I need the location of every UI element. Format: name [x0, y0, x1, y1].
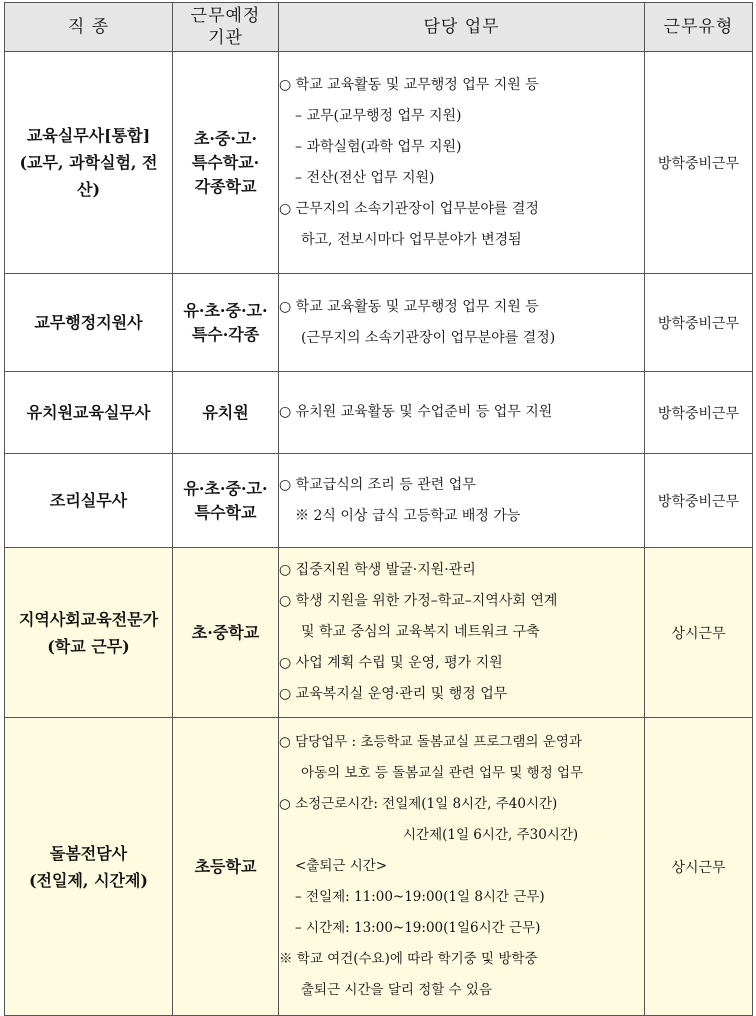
place-line: 초등학교: [194, 856, 257, 876]
duty-line: ○ 학교급식의 조리 등 관련 업무: [279, 476, 476, 493]
table-header-row: [5, 3, 753, 52]
job-line: (학교 근무): [47, 636, 130, 656]
place-line: 초·중학교: [191, 622, 260, 642]
header-duty: 담당 업무: [279, 3, 645, 52]
header-type: 근무유형: [645, 3, 753, 52]
table-row: [5, 372, 753, 454]
job-line: (전일제, 시간제): [28, 870, 149, 890]
work-place: [173, 274, 279, 372]
job-title: [5, 718, 173, 1016]
duty-line: – 과학실험(과학 업무 지원): [295, 138, 462, 155]
duty-line: ○ 학교 교육활동 및 교무행정 업무 지원 등: [279, 76, 539, 93]
job-line: 교육실무사[통합]: [26, 126, 151, 145]
place-line: 각종학교: [194, 176, 257, 196]
duty-cell: [279, 372, 645, 454]
duty-cell: [279, 718, 645, 1016]
duty-line: ○ 사업 계획 수립 및 운영, 평가 지원: [279, 655, 503, 671]
header-place-line-1: 근무예정: [190, 6, 261, 26]
table-row: [5, 52, 753, 274]
duty-line: ○ 근무지의 소속기관장이 업무분야를 결정: [279, 200, 539, 217]
table-row: [5, 454, 753, 548]
duty-line: 시간제(1일 6시간, 주30시간): [403, 827, 579, 843]
duty-line: – 전산(전산 업무 지원): [295, 169, 435, 186]
place-line: 초·중·고·: [193, 128, 258, 148]
work-place: [173, 454, 279, 548]
work-type: 방학중비근무: [645, 372, 753, 454]
work-type: 상시근무: [645, 548, 753, 718]
job-line: 교무행정지원사: [34, 313, 143, 332]
job-line: 조리실무사: [49, 491, 128, 510]
job-line: 유치원교육실무사: [26, 403, 151, 422]
duty-line: – 시간제: 13:00~19:00(1일6시간 근무): [295, 920, 541, 936]
place-line: 유치원: [202, 402, 249, 422]
header-job: 직 종: [5, 3, 173, 52]
place-line: 특수학교: [194, 502, 257, 522]
work-type: 방학중비근무: [645, 52, 753, 274]
place-line: 유·초·중·고·: [183, 478, 268, 498]
duty-line: – 교무(교무행정 업무 지원): [295, 107, 462, 124]
job-title: [5, 274, 173, 372]
place-line: 특수학교·: [191, 152, 260, 172]
job-title: [5, 548, 173, 718]
duty-cell: [279, 454, 645, 548]
job-line: (교무, 과학실험, 전: [19, 153, 158, 172]
duty-line: ※ 학교 여건(수요)에 따라 학기중 및 방학중: [279, 951, 538, 967]
work-type: 방학중비근무: [645, 274, 753, 372]
place-line: 유·초·중·고·: [183, 300, 268, 320]
table-row: [5, 718, 753, 1016]
duty-line: (근무지의 소속기관장이 업무분야를 결정): [301, 329, 556, 346]
work-place: [173, 52, 279, 274]
duty-line: ○ 담당업무 : 초등학교 돌봄교실 프로그램의 운영과: [279, 734, 582, 750]
job-title: [5, 372, 173, 454]
header-place: [173, 3, 279, 52]
duty-line: ○ 학교 교육활동 및 교무행정 업무 지원 등: [279, 298, 539, 315]
duty-cell: [279, 52, 645, 274]
job-line: 산): [76, 180, 101, 199]
work-type: 방학중비근무: [645, 454, 753, 548]
duty-line: 아동의 보호 등 돌봄교실 관련 업무 및 행정 업무: [301, 765, 584, 781]
duty-line: ○ 교육복지실 운영·관리 및 행정 업무: [279, 686, 508, 702]
duty-line: 및 학교 중심의 교육복지 네트워크 구축: [301, 624, 540, 640]
duty-cell: [279, 548, 645, 718]
job-title: [5, 454, 173, 548]
table-row: [5, 274, 753, 372]
job-line: 지역사회교육전문가: [18, 609, 159, 629]
duty-line: ○ 소정근로시간: 전일제(1일 8시간, 주40시간): [279, 796, 558, 812]
duty-line: – 전일제: 11:00~19:00(1일 8시간 근무): [295, 889, 545, 905]
duty-cell: [279, 274, 645, 372]
duty-line: ※ 2식 이상 급식 고등학교 배정 가능: [295, 507, 521, 524]
duty-line: <출퇴근 시간>: [295, 858, 388, 874]
work-place: [173, 718, 279, 1016]
duty-line: 출퇴근 시간을 달리 정할 수 있음: [301, 982, 492, 998]
header-place-line-2: 기관: [208, 28, 243, 48]
duty-line: ○ 학생 지원을 위한 가정–학교–지역사회 연계: [279, 593, 558, 609]
work-place: [173, 372, 279, 454]
job-table: [4, 2, 753, 1016]
work-place: [173, 548, 279, 718]
duty-line: 하고, 전보시마다 업무분야가 변경됨: [301, 231, 522, 248]
duty-line: ○ 유치원 교육활동 및 수업준비 등 업무 지원: [279, 404, 553, 420]
duty-line: ○ 집중지원 학생 발굴·지원·관리: [279, 562, 476, 578]
job-line: 돌봄전담사: [49, 843, 128, 863]
table-row: [5, 548, 753, 718]
work-type: 상시근무: [645, 718, 753, 1016]
place-line: 특수·각종: [191, 324, 260, 344]
job-title: [5, 52, 173, 274]
